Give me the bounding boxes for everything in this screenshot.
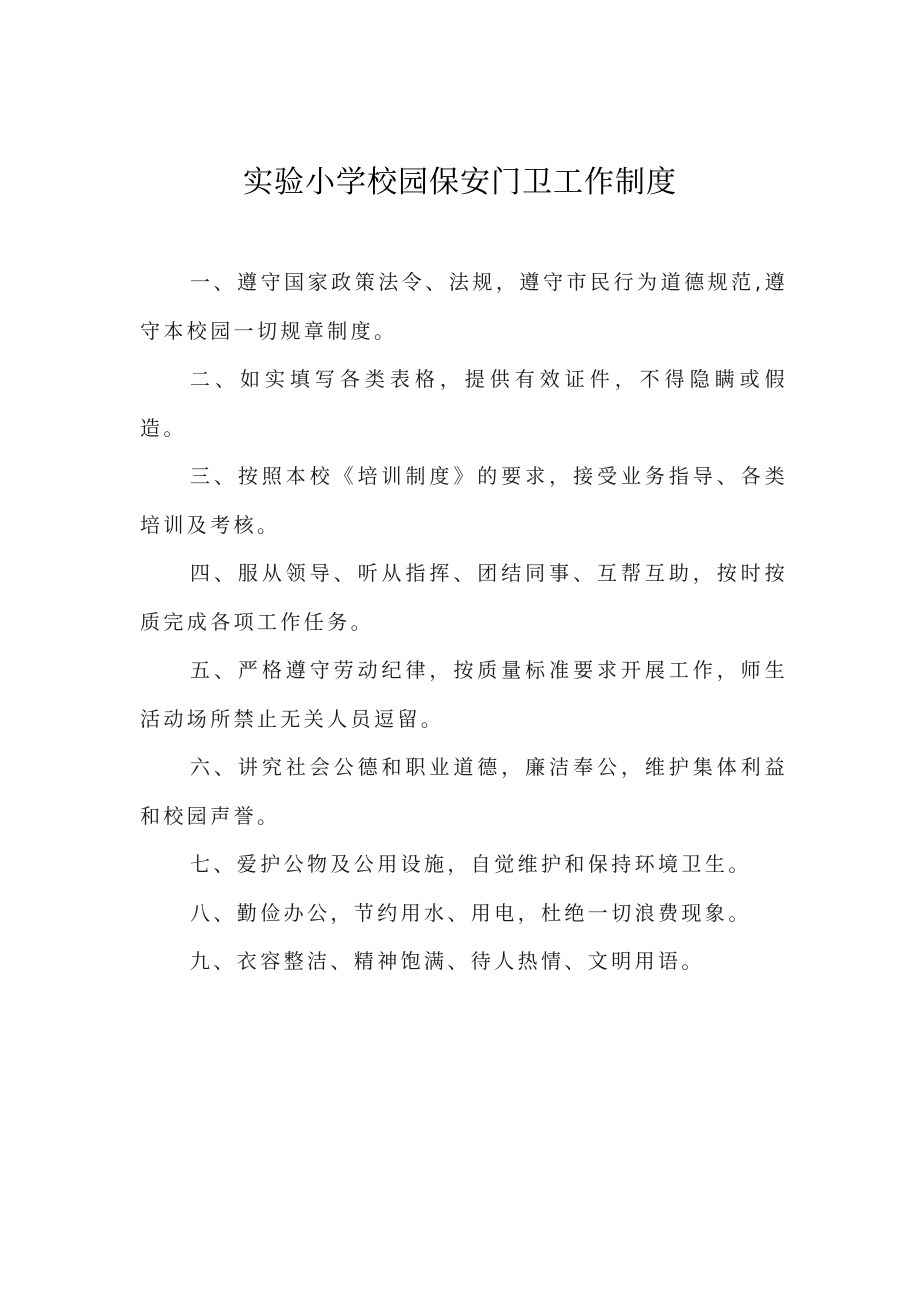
rules-list: [140, 258, 788, 986]
rule-item-7: 七、爱护公物及公用设施，自觉维护和保持环境卫生。: [190, 852, 752, 876]
rule-item-3: 三、按照本校《培训制度》的要求，接受业务指导、各类培训及考核。: [140, 464, 788, 537]
rule-item-2: 二、如实填写各类表格，提供有效证件，不得隐瞒或假造。: [140, 367, 788, 440]
rule-item-9: 九、衣容整洁、精神饱满、待人热情、文明用语。: [190, 949, 705, 973]
page-title: 实验小学校园保安门卫工作制度: [243, 165, 677, 200]
rule-item-6: 六、讲究社会公德和职业道德，廉洁奉公，维护集体利益和校园声誉。: [140, 755, 788, 828]
rule-item-5: 五、严格遵守劳动纪律，按质量标准要求开展工作，师生活动场所禁止无关人员逗留。: [140, 658, 788, 731]
rule-item-8: 八、勤俭办公，节约用水、用电，杜绝一切浪费现象。: [190, 900, 752, 925]
rule-item-1: 一、遵守国家政策法令、法规，遵守市民行为道德规范,遵守本校园一切规章制度。: [140, 270, 788, 343]
rule-item-4: 四、服从领导、听从指挥、团结同事、互帮互助，按时按质完成各项工作任务。: [140, 561, 788, 634]
